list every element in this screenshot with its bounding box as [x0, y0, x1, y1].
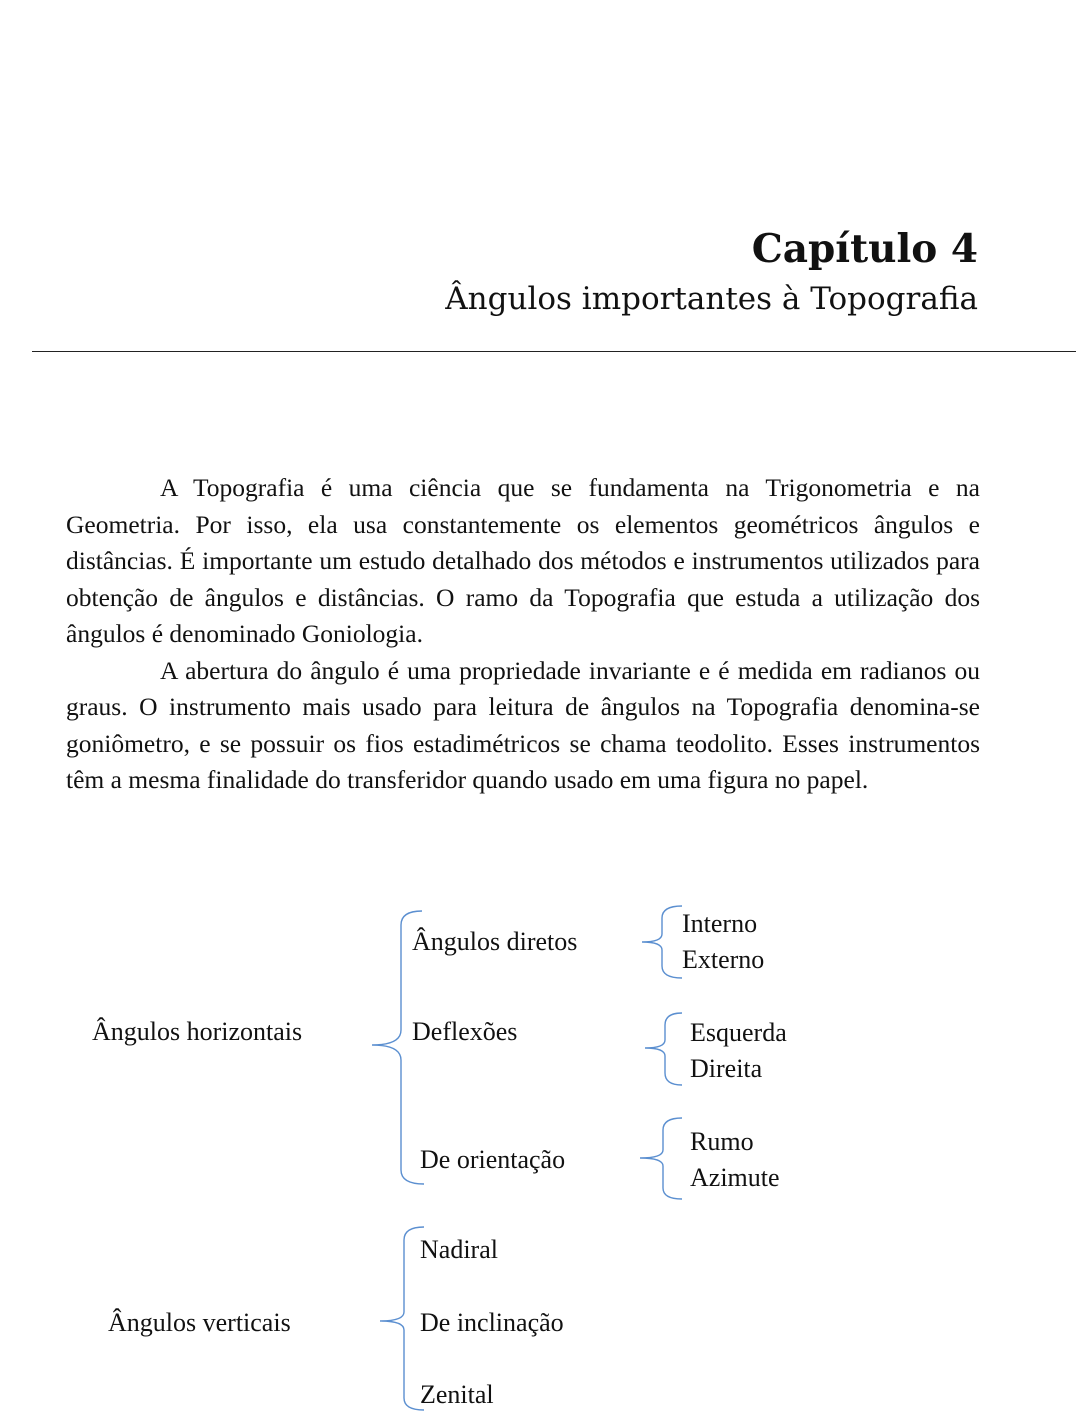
label-esquerda: Esquerda	[690, 1018, 787, 1047]
label-deflexoes: Deflexões	[412, 1017, 518, 1046]
label-nadiral: Nadiral	[420, 1235, 498, 1264]
body-text	[66, 470, 980, 799]
label-de-orientacao: De orientação	[420, 1145, 566, 1174]
brace-vertical	[380, 1227, 424, 1410]
label-angulos-diretos: Ângulos diretos	[412, 927, 578, 956]
label-interno: Interno	[682, 909, 758, 938]
label-angulos-verticais: Ângulos verticais	[108, 1308, 291, 1337]
chapter-title: Ângulos importantes à Topografia	[445, 281, 978, 317]
paragraph: A abertura do ângulo é uma propriedade invariante e é medida em radianos ou graus. O instrumento mais usado para leitura de ângulos na Topografia denomina-se goniômetro, e se possuir os fios estadimétricos se chama teodolito. Esses instrumentos têm a mesma finalidade do transferidor quando usado em uma figura no papel.	[66, 655, 980, 794]
label-direita: Direita	[690, 1054, 763, 1083]
header-divider	[32, 351, 1076, 352]
label-rumo: Rumo	[690, 1127, 754, 1156]
brace-horizontal	[372, 911, 424, 1184]
brace-diretos	[642, 906, 682, 978]
brace-deflexoes	[645, 1013, 682, 1085]
label-externo: Externo	[682, 945, 765, 974]
label-de-inclinacao: De inclinação	[420, 1308, 564, 1337]
brace-orientacao	[640, 1118, 682, 1199]
label-angulos-horizontais: Ângulos horizontais	[92, 1017, 303, 1046]
chapter-label: Capítulo 4	[751, 226, 978, 272]
label-zenital: Zenital	[420, 1380, 494, 1409]
label-azimute: Azimute	[690, 1163, 780, 1192]
paragraph: A Topografia é uma ciência que se fundamenta na Trigonometria e na Geometria. Por isso, ela usa constantemente os elementos geométricos ângulos e distâncias. É importante um estudo detalhado dos métodos e instrumentos utilizados para obtenção de ângulos e distâncias. O ramo da Topografia que estuda a utilização dos ângulos é denominado Goniologia.	[66, 473, 980, 648]
